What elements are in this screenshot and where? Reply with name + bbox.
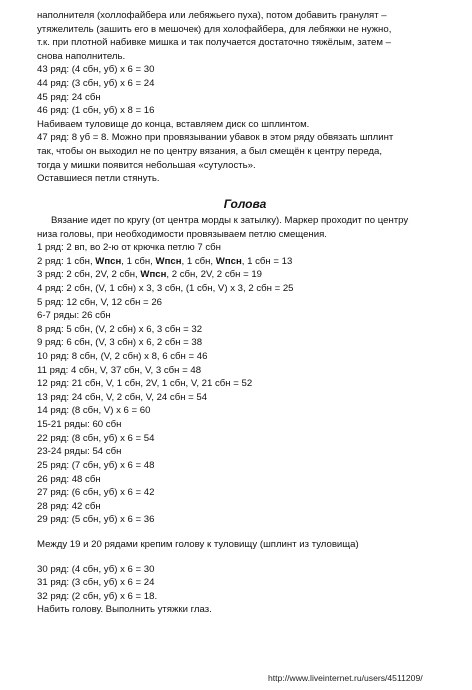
- torso-row-43: 43 ряд: (4 сбн, уб) х 6 = 30: [37, 64, 155, 76]
- head-row-3: [37, 268, 453, 282]
- head-row-3-bold: Wпсн: [140, 269, 167, 281]
- head-final-row: 30 ряд: (4 сбн, уб) х 6 = 30: [37, 563, 155, 575]
- head-row: 9 ряд: 6 сбн, (V, 3 сбн) х 6, 2 сбн = 38: [37, 337, 203, 349]
- head-row: 23-24 ряды: 54 сбн: [37, 446, 122, 458]
- stuff-note: Набиваем туловище до конца, вставляем диск со шплинтом.: [37, 118, 310, 130]
- spacer: [37, 552, 453, 563]
- intro-line-1: наполнителя (холлофайбера или лебяжьего пуха), потом добавить гранулят –: [37, 10, 387, 21]
- head-row: 25 ряд: (7 сбн, уб) х 6 = 48: [37, 459, 155, 471]
- intro-line-2: утяжелитель (зашить его в мешочек) для холофайбера, для лебяжки не нужно,: [37, 23, 392, 35]
- head-intro-line-1: Вязание идет по кругу (от центра морды к затылку). Маркер проходит по центру: [51, 214, 409, 226]
- head-row: 12 ряд: 21 сбн, V, 1 сбн, 2V, 1 сбн, V, 21 сбн = 52: [37, 378, 253, 390]
- spacer: [37, 527, 453, 538]
- head-final-row: 31 ряд: (3 сбн, уб) х 6 = 24: [37, 577, 155, 589]
- head-section-title: Голова: [223, 196, 267, 211]
- head-row: 5 ряд: 12 сбн, V, 12 сбн = 26: [37, 296, 162, 308]
- head-row: 29 ряд: (5 сбн, уб) х 6 = 36: [37, 514, 155, 526]
- head-row: 26 ряд: 48 сбн: [37, 473, 101, 485]
- attach-note: Между 19 и 20 рядами крепим голову к туловищу (шплинт из туловища): [37, 538, 359, 550]
- head-row-2: [37, 255, 453, 269]
- head-row-2-bold: Wпсн: [215, 255, 242, 267]
- head-row-2-part: , 1 сбн = 13: [241, 255, 293, 267]
- intro-line-3: т.к. при плотной набивке мишка и так получается достаточно тяжёлым, затем –: [37, 37, 391, 49]
- head-row-2-bold: Wпсн: [95, 255, 122, 267]
- head-intro-line-2: низа головы, при необходимости провязываем петлю смещения.: [37, 228, 327, 240]
- row-47-line-2: так, чтобы он выходил не по центру вязания, а был смещён к центру переда,: [37, 146, 382, 158]
- head-row: 8 ряд: 5 сбн, (V, 2 сбн) х 6, 3 сбн = 32: [37, 323, 203, 335]
- head-row-1: 1 ряд: 2 вп, во 2-ю от крючка петлю 7 сбн: [37, 242, 221, 254]
- head-row-3-part: 3 ряд: 2 сбн, 2V, 2 сбн,: [37, 269, 141, 281]
- torso-row-44: 44 ряд: (3 сбн, уб) х 6 = 24: [37, 78, 155, 90]
- head-row: 13 ряд: 24 сбн, V, 2 сбн, V, 24 сбн = 54: [37, 391, 208, 403]
- close-note: Оставшиеся петли стянуть.: [37, 173, 160, 185]
- head-row: 4 ряд: 2 сбн, (V, 1 сбн) х 3, 3 сбн, (1 сбн, V) х 3, 2 сбн = 25: [37, 283, 294, 294]
- torso-row-46: 46 ряд: (1 сбн, уб) х 8 = 16: [37, 105, 155, 117]
- head-row-2-bold: Wпсн: [155, 255, 182, 267]
- head-row-2-part: , 1 сбн,: [181, 255, 216, 267]
- head-row: 10 ряд: 8 сбн, (V, 2 сбн) х 8, 6 сбн = 46: [37, 351, 208, 363]
- head-row: 15-21 ряды: 60 сбн: [37, 419, 122, 431]
- row-47-line-1: 47 ряд: 8 уб = 8. Можно при провязывании убавок в этом ряду обвязать шплинт: [37, 132, 394, 144]
- intro-line-4: снова наполнитель.: [37, 50, 126, 62]
- head-final-note: Набить голову. Выполнить утяжки глаз.: [37, 604, 212, 616]
- head-row: 28 ряд: 42 сбн: [37, 500, 101, 512]
- head-final-row: 32 ряд: (2 сбн, уб) х 6 = 18.: [37, 590, 158, 602]
- head-row: 14 ряд: (8 сбн, V) х 6 = 60: [37, 405, 151, 417]
- source-url-watermark: http://www.liveinternet.ru/users/4511209/: [268, 672, 423, 683]
- head-row: 27 ряд: (6 сбн, уб) х 6 = 42: [37, 487, 155, 499]
- head-row: 6-7 ряды: 26 сбн: [37, 310, 111, 322]
- row-47-line-3: тогда у мишки появится небольшая «сутулость».: [37, 159, 256, 171]
- head-row-2-part: 2 ряд: 1 сбн,: [37, 255, 96, 267]
- head-row-3-part: , 2 сбн, 2V, 2 сбн = 19: [166, 269, 263, 281]
- head-row: 22 ряд: (8 сбн, уб) х 6 = 54: [37, 432, 155, 444]
- head-row-2-part: , 1 сбн,: [121, 255, 156, 267]
- head-row: 11 ряд: 4 сбн, V, 37 сбн, V, 3 сбн = 48: [37, 364, 202, 376]
- torso-row-45: 45 ряд: 24 сбн: [37, 91, 101, 103]
- document-page: [37, 9, 453, 617]
